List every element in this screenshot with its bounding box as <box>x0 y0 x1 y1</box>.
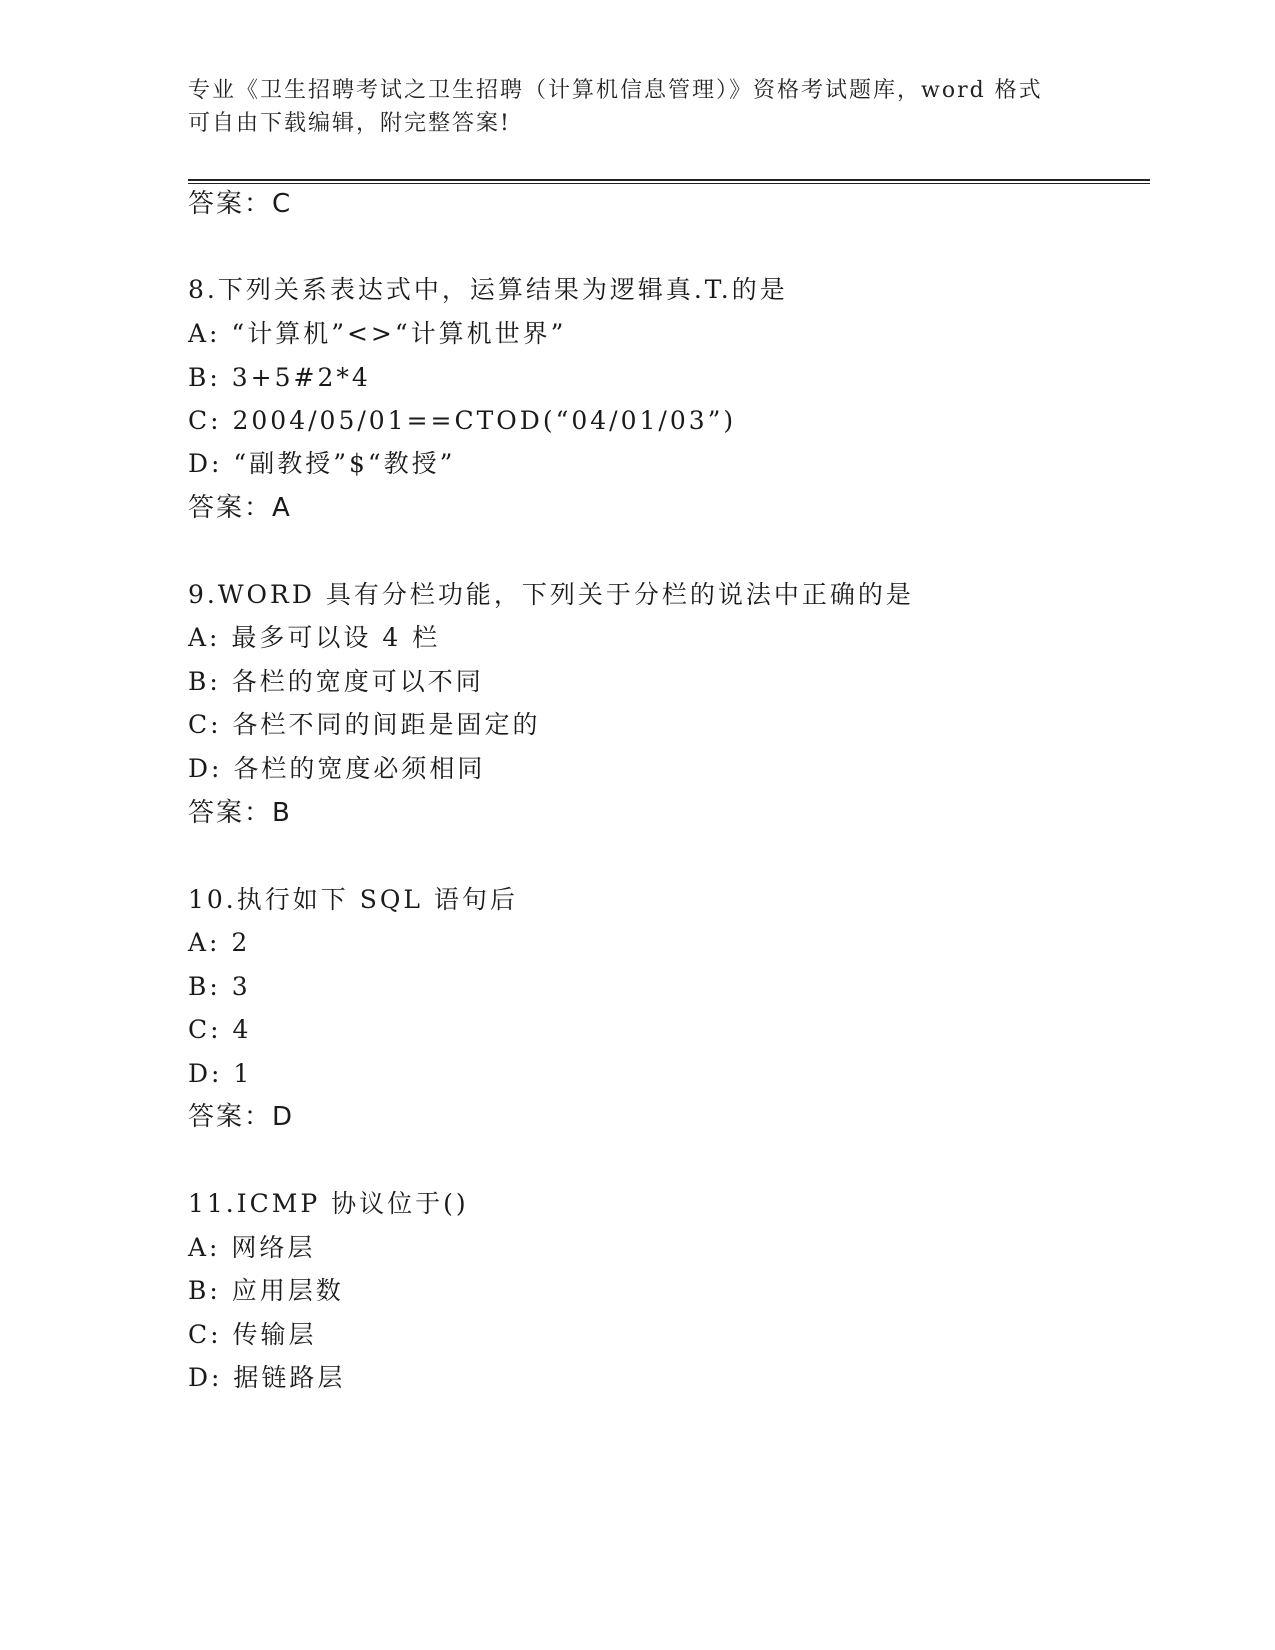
question-8-option-d: D: “副教授”$“教授” <box>188 449 456 478</box>
header-divider <box>188 179 1150 184</box>
question-9-stem: 9.WORD 具有分栏功能，下列关于分栏的说法中正确的是 <box>188 580 914 609</box>
question-9-answer: 答案：B <box>188 798 292 828</box>
question-8-stem: 8.下列关系表达式中，运算结果为逻辑真.T.的是 <box>188 275 788 304</box>
question-8-answer: 答案：A <box>188 493 292 523</box>
question-9-option-c: C: 各栏不同的间距是固定的 <box>188 710 541 739</box>
question-11-option-a: A: 网络层 <box>188 1233 316 1262</box>
question-10-option-b: B: 3 <box>188 972 251 1001</box>
question-9-option-b: B: 各栏的宽度可以不同 <box>188 667 484 696</box>
question-9-option-d: D: 各栏的宽度必须相同 <box>188 754 486 783</box>
question-10-option-a: A: 2 <box>188 928 251 957</box>
question-10-answer: 答案：D <box>188 1102 295 1132</box>
question-8-option-a: A: “计算机”<>“计算机世界” <box>188 319 567 348</box>
question-8-option-c: C: 2004/05/01==CTOD(“04/01/03”) <box>188 406 737 435</box>
header-line-2: 可自由下载编辑，附完整答案! <box>188 111 511 136</box>
answer-prev: 答案：C <box>188 189 293 219</box>
question-11-option-d: D: 据链路层 <box>188 1363 346 1392</box>
question-10-stem: 10.执行如下 SQL 语句后 <box>188 885 518 914</box>
header-line-1: 专业《卫生招聘考试之卫生招聘（计算机信息管理）》资格考试题库，word 格式 <box>188 78 1043 103</box>
question-8-option-b: B: 3+5#2*4 <box>188 363 371 392</box>
question-9-option-a: A: 最多可以设 4 栏 <box>188 623 441 652</box>
question-11-option-b: B: 应用层数 <box>188 1276 344 1305</box>
question-11-stem: 11.ICMP 协议位于() <box>188 1189 469 1218</box>
document-header <box>188 74 1088 140</box>
question-11-option-c: C: 传输层 <box>188 1320 317 1349</box>
question-10-option-d: D: 1 <box>188 1059 253 1088</box>
question-10-option-c: C: 4 <box>188 1015 252 1044</box>
